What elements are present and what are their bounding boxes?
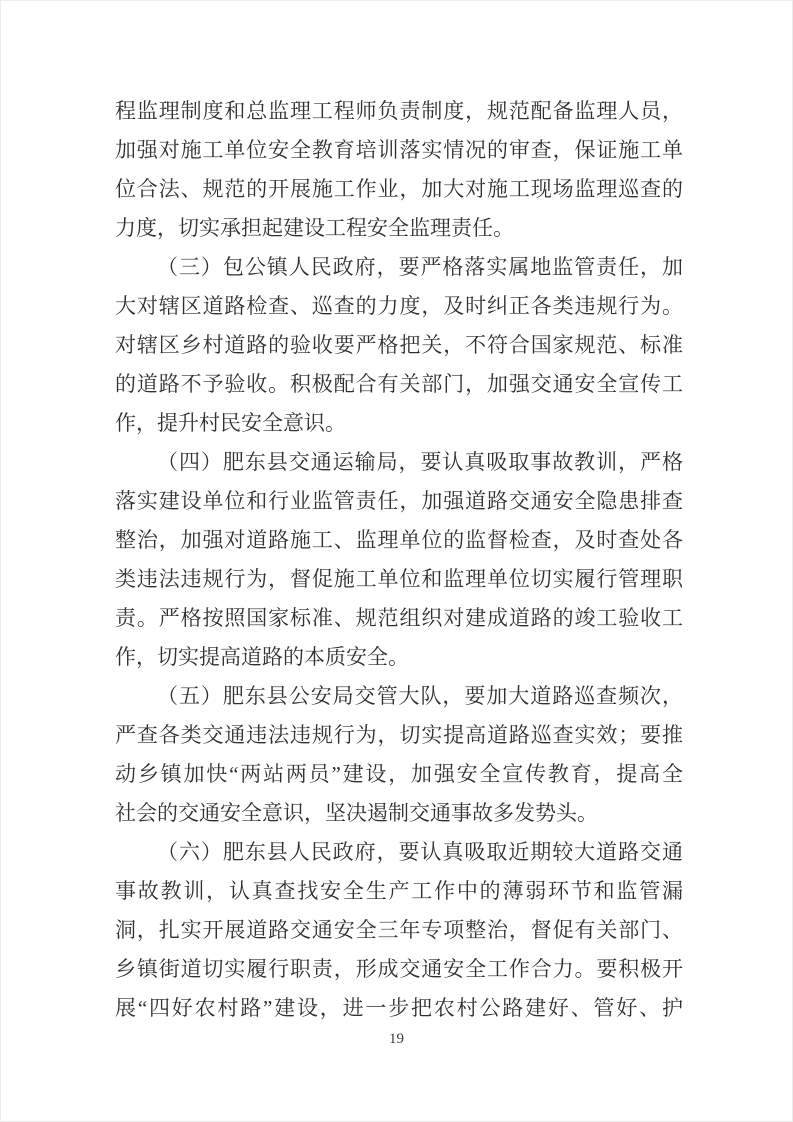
paragraph — [115, 833, 683, 1028]
text-line: 加强对施工单位安全教育培训落实情况的审查，保证施工单 — [115, 138, 683, 162]
text-line: 洞，扎实开展道路交通安全三年专项整治，督促有关部门、 — [115, 918, 683, 942]
text-line: 大对辖区道路检查、巡查的力度，及时纠正各类违规行为。 — [115, 294, 683, 318]
paragraph — [115, 677, 683, 833]
text-line: （六）肥东县人民政府，要认真吸取近期较大道路交通 — [157, 840, 683, 864]
text-line: 力度，切实承担起建设工程安全监理责任。 — [115, 216, 514, 240]
text-line: 作，提升村民安全意识。 — [115, 411, 346, 435]
text-line: 展“四好农村路”建设，进一步把农村公路建好、管好、护 — [115, 996, 683, 1020]
text-line: 动乡镇加快“两站两员”建设，加强安全宣传教育，提高全 — [115, 762, 683, 786]
text-line: 落实建设单位和行业监管责任，加强道路交通安全隐患排查 — [115, 489, 683, 513]
text-line: 对辖区乡村道路的验收要严格把关，不符合国家规范、标准 — [115, 333, 683, 357]
text-line: 的道路不予验收。积极配合有关部门，加强交通安全宣传工 — [115, 372, 683, 396]
text-line: 乡镇街道切实履行职责，形成交通安全工作合力。要积极开 — [115, 957, 683, 981]
text-line: （四）肥东县交通运输局，要认真吸取事故教训，严格 — [157, 450, 683, 474]
document-body-text — [115, 92, 683, 1028]
text-line: 位合法、规范的开展施工作业，加大对施工现场监理巡查的 — [115, 177, 683, 201]
text-line: （五）肥东县公安局交管大队，要加大道路巡查频次， — [157, 684, 683, 708]
text-line: 作，切实提高道路的本质安全。 — [115, 645, 409, 669]
page-number: 19 — [389, 1031, 404, 1047]
paragraph — [115, 248, 683, 443]
text-line: 社会的交通安全意识，坚决遏制交通事故多发势头。 — [115, 801, 598, 825]
text-line: 严查各类交通违法违规行为，切实提高道路巡查实效；要推 — [115, 723, 683, 747]
text-line: 整治，加强对道路施工、监理单位的监督检查，及时查处各 — [115, 528, 683, 552]
text-line: 事故教训，认真查找安全生产工作中的薄弱环节和监管漏 — [115, 879, 683, 903]
text-line: 程监理制度和总监理工程师负责制度，规范配备监理人员， — [115, 99, 683, 123]
paragraph — [115, 92, 683, 248]
paragraph — [115, 443, 683, 677]
text-line: 类违法违规行为，督促施工单位和监理单位切实履行管理职 — [115, 567, 683, 591]
text-line: 责。严格按照国家标准、规范组织对建成道路的竣工验收工 — [115, 606, 683, 630]
text-line: （三）包公镇人民政府，要严格落实属地监管责任，加 — [157, 255, 683, 279]
